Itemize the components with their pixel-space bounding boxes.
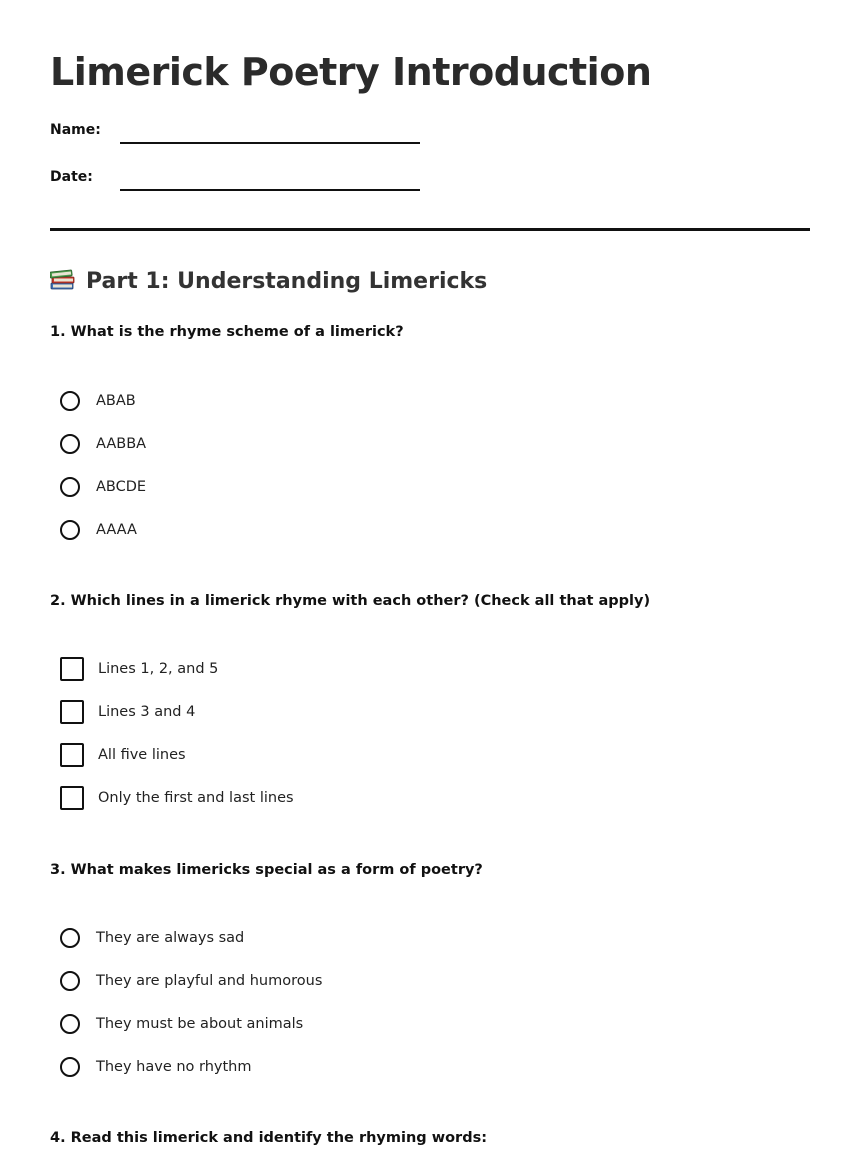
option-label: ABCDE [96, 479, 147, 495]
radio-button[interactable] [60, 928, 80, 948]
option-label: ABAB [96, 393, 136, 409]
option-label: They are playful and humorous [96, 973, 323, 989]
name-field[interactable] [120, 142, 420, 144]
question-2: 2. Which lines in a limerick rhyme with each other? (Check all that apply) [50, 593, 651, 609]
books-icon [50, 267, 76, 291]
q1-option-1[interactable] [60, 389, 136, 413]
question-3: 3. What makes limericks special as a form of poetry? [50, 862, 483, 878]
q2-option-4[interactable] [60, 786, 294, 810]
checkbox[interactable] [60, 657, 84, 681]
q3-option-1[interactable] [60, 926, 244, 950]
q3-option-4[interactable] [60, 1055, 252, 1079]
q3-option-3[interactable] [60, 1012, 303, 1036]
option-label: Lines 3 and 4 [98, 704, 196, 720]
option-label: Lines 1, 2, and 5 [98, 661, 219, 677]
option-label: They are always sad [96, 930, 245, 946]
q1-option-2[interactable] [60, 432, 146, 456]
option-label: All five lines [98, 747, 186, 763]
q2-option-1[interactable] [60, 657, 218, 681]
name-label: Name: [50, 122, 101, 138]
radio-button[interactable] [60, 971, 80, 991]
date-field[interactable] [120, 189, 420, 191]
radio-button[interactable] [60, 1057, 80, 1077]
section-title [50, 267, 487, 294]
option-label: Only the first and last lines [98, 790, 294, 806]
page-title: Limerick Poetry Introduction [50, 50, 652, 94]
date-label: Date: [50, 169, 93, 185]
radio-button[interactable] [60, 434, 80, 454]
checkbox[interactable] [60, 700, 84, 724]
header-divider [50, 228, 810, 231]
q2-option-2[interactable] [60, 700, 195, 724]
section-title-text: Part 1: Understanding Limericks [86, 269, 488, 294]
checkbox[interactable] [60, 786, 84, 810]
checkbox[interactable] [60, 743, 84, 767]
q1-option-3[interactable] [60, 475, 146, 499]
radio-button[interactable] [60, 477, 80, 497]
question-1: 1. What is the rhyme scheme of a limerick? [50, 324, 404, 340]
q3-option-2[interactable] [60, 969, 322, 993]
radio-button[interactable] [60, 391, 80, 411]
option-label: They have no rhythm [96, 1059, 252, 1075]
option-label: AAAA [96, 522, 137, 538]
option-label: AABBA [96, 436, 147, 452]
radio-button[interactable] [60, 1014, 80, 1034]
option-label: They must be about animals [96, 1016, 304, 1032]
question-4: 4. Read this limerick and identify the rhyming words: [50, 1130, 488, 1146]
q1-option-4[interactable] [60, 518, 137, 542]
radio-button[interactable] [60, 520, 80, 540]
q2-option-3[interactable] [60, 743, 186, 767]
